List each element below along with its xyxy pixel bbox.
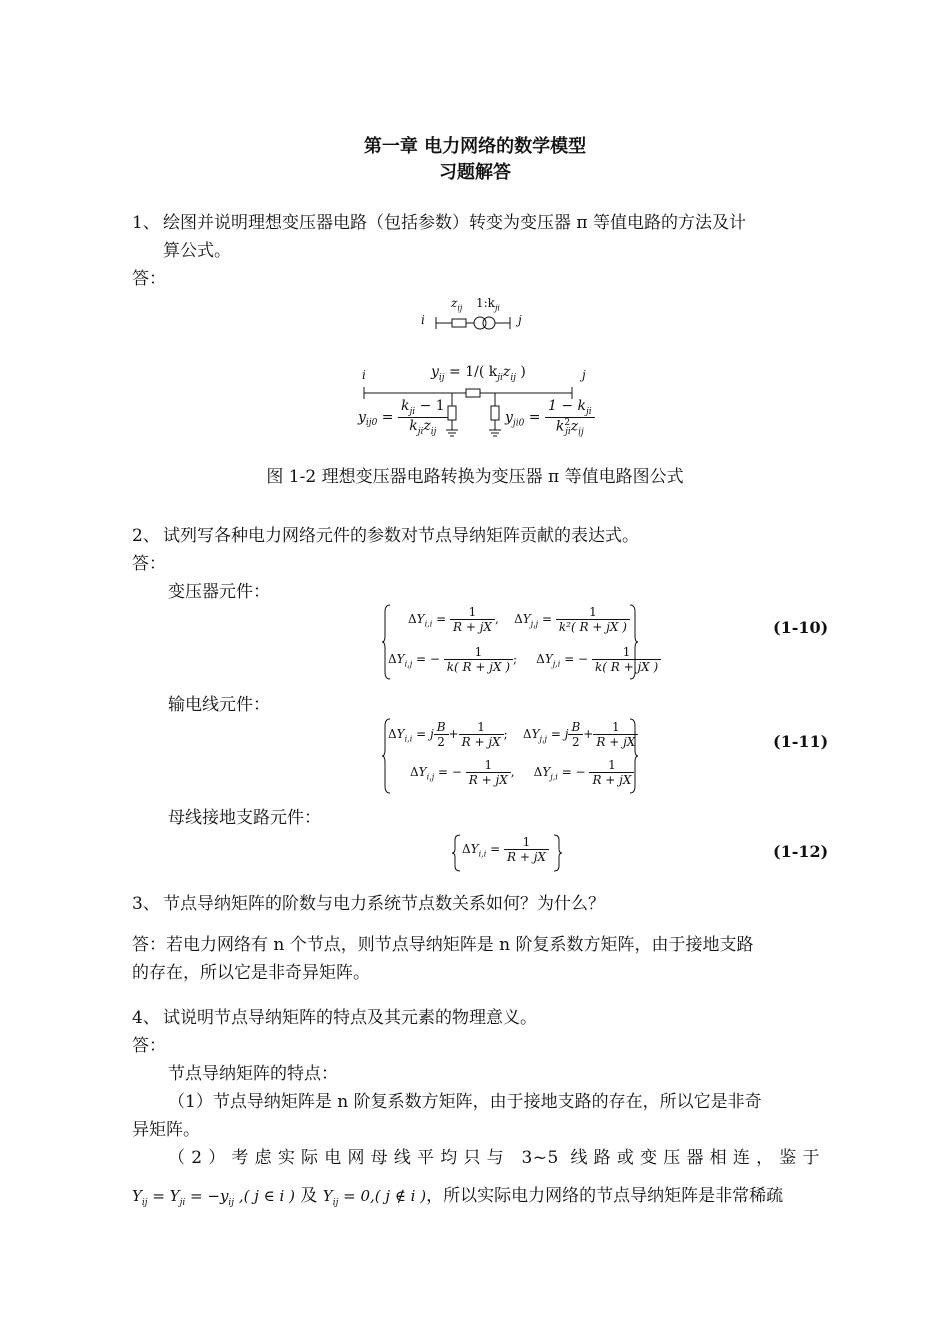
eq-number-1-10: (1-10) <box>773 618 829 637</box>
ratio-label: $1:k_{ji}$ <box>476 296 500 313</box>
y-series-label: $y_{ij} = 1/$( $k_{ji}z_{ij}$ ) <box>431 364 526 383</box>
q4-answer-label: 答： <box>132 1036 166 1056</box>
node-i-top: i <box>421 313 425 327</box>
node-j-pi: j <box>582 368 586 382</box>
q3-number: 3、 <box>132 894 160 914</box>
q4-point2-line2: $Y_{ij} = Y_{ji} = -y_{ij}$ ,( j ∈ i ) 及 $Y_{ij} = 0$,( j ∉ i )，所以实际电力网络的节点导纳矩阵是非常稀疏 <box>132 1186 784 1208</box>
q1-number: 1、 <box>132 213 160 233</box>
line-element-label: 输电线元件： <box>168 695 270 715</box>
z-ij-label: $z_{ij}$ <box>451 296 463 313</box>
chapter-title: 第一章 电力网络的数学模型 <box>363 136 587 157</box>
q1-text-line1: 绘图并说明理想变压器电路（包括参数）转变为变压器 π 等值电路的方法及计 <box>163 213 746 233</box>
q4-point2-line1: （2）考虑实际电网母线平均只与 3~5 线路或变压器相连，鉴于 <box>168 1148 820 1168</box>
q2-answer-label: 答： <box>132 554 166 574</box>
eq-number-1-11: (1-11) <box>773 732 829 751</box>
y-ij0-formula: $y_{ij0}$ = $\frac{k_{ji} - 1}{k_{ji}z_{ij}}$ <box>358 398 448 437</box>
q4-features-label: 节点导纳矩阵的特点： <box>168 1064 338 1084</box>
chapter-subtitle: 习题解答 <box>439 162 511 183</box>
eq-1-11-row2: $\Delta Y_{i,j}$ = − $\frac{1}{R + jX}$ , $\Delta Y_{j,i}$ = − $\frac{1}{R + jX}$ <box>410 758 634 787</box>
q3-answer-line2: 的存在，所以它是非奇异矩阵。 <box>132 963 370 983</box>
eq-1-12-row: $\Delta Y_{i,i}$ = $\frac{1}{R + jX}$ <box>462 835 549 864</box>
q3-text: 节点导纳矩阵的阶数与电力系统节点数关系如何？为什么？ <box>163 894 605 914</box>
eq-number-1-12: (1-12) <box>773 842 829 861</box>
transformer-element-label: 变压器元件： <box>168 582 270 602</box>
q4-point1-line2: 异矩阵。 <box>132 1120 200 1140</box>
q3-answer-line1: 答：若电力网络有 n 个节点，则节点导纳矩阵是 n 阶复系数方矩阵，由于接地支路 <box>132 935 754 955</box>
node-j-top: j <box>518 313 522 327</box>
q2-number: 2、 <box>132 526 160 546</box>
q4-point1-line1: （1）节点导纳矩阵是 n 阶复系数方矩阵，由于接地支路的存在，所以它是非奇 <box>168 1092 762 1112</box>
eq-1-10-row2: $\Delta Y_{i,j}$ = − $\frac{1}{k( R + jX )}$ ; $\Delta Y_{j,i}$ = − $\frac{1}{k( R + jX )}$ <box>388 645 661 674</box>
eq-1-10-row1: $\Delta Y_{i,i}$ = $\frac{1}{R + jX}$ , $\Delta Y_{j,j}$ = $\frac{1}{\text{k²( R + jX )}}$ <box>408 605 630 634</box>
figure-caption: 图 1-2 理想变压器电路转换为变压器 π 等值电路图公式 <box>266 467 684 487</box>
brace-right-1-12 <box>552 834 562 872</box>
y-ji0-formula: $y_{ji0}$ = $\frac{1 - k_{ji}}{k^2_{ji}z_{ij}}$ <box>505 398 595 437</box>
transformer-symbol <box>430 312 520 334</box>
eq-1-11-row1: $\Delta Y_{i,i} = j$ $\frac{B}{2}$ + $\frac{1}{R + jX}$ ; $\Delta Y_{j,j} = j$ $\frac{B}{2}$ + $\frac{1}{R + jX}$ <box>388 720 638 749</box>
node-i-pi: i <box>362 368 366 382</box>
q2-text: 试列写各种电力网络元件的参数对节点导纳矩阵贡献的表达式。 <box>163 526 639 546</box>
q1-answer-label: 答： <box>132 269 166 289</box>
q1-text-line2: 算公式。 <box>163 241 231 261</box>
q4-number: 4、 <box>132 1008 160 1028</box>
q4-text: 试说明节点导纳矩阵的特点及其元素的物理意义。 <box>163 1008 537 1028</box>
brace-left-1-12 <box>452 834 462 872</box>
ground-branch-label: 母线接地支路元件： <box>168 808 321 828</box>
